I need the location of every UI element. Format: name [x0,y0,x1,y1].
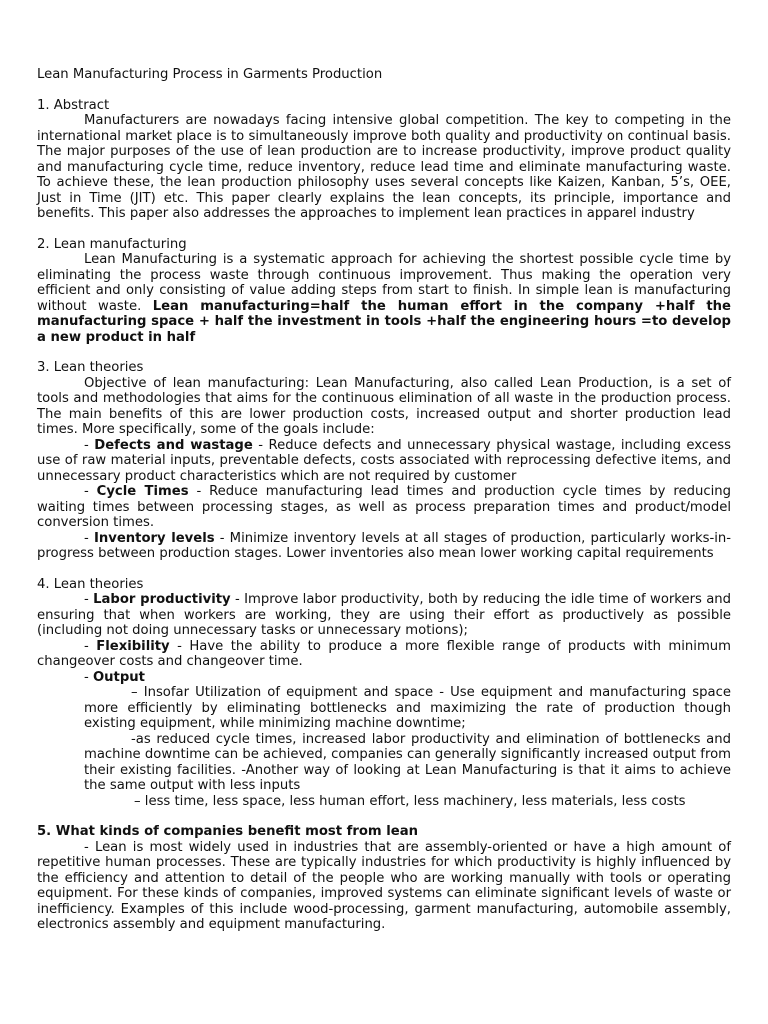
section-heading: 3. Lean theories [37,360,144,375]
section-paragraph: - Lean is most widely used in industries that are assembly-oriented or have a high amount of repetitive human processes. These are typically industries for which productivity is highly influenced by the efficiency and attention to detail of the people who are working manually with tools or operating equipment. For these kinds of companies, improved systems can eliminate significant levels of waste or inefficiency. Examples of this include wood-processing, garment manufacturing, automobile assembly, electronics assembly and equipment manufacturing. [37,839,731,932]
section-heading: 1. Abstract [37,97,110,113]
output-sub-paragraph: -as reduced cycle times, increased labor productivity and elimination of bottlenecks and machine downtime can be achieved, companies can generally significantly increased output from their existing facilities. -Another way of looking at Lean Manufacturing is that it aims to achieve the same output with less inputs [84,731,731,793]
list-item-dash: - [84,592,94,607]
section-heading: 4. Lean theories [37,576,144,592]
list-item-text: - Reduce defects and unnecessary physical wastage, including excess use of raw material inputs, preventable defects, costs associated with reprocessing defective items, and unnecessary product characteristics which are not required by customer [37,437,731,484]
section-lean-theories-1 [37,360,731,562]
list-item-text: - Improve labor productivity, both by reducing the idle time of workers and ensuring that when workers are working, they are using their effort as productively as possible (including not doing unnecessary tasks or unnecessary motions); [37,592,732,638]
list-item [37,592,731,639]
list-item-label: Output [92,669,145,685]
output-label-line [37,670,731,686]
list-item-dash: - [84,484,97,499]
paragraph-text: Lean Manufacturing is a systematic approach for achieving the shortest possible cycle time by eliminating the process waste through continuous improvement. Thus making the operation very efficient and only consisting of value adding steps from start to finish. In simple lean is manufacturing without waste. [37,252,731,314]
section-heading: 2. Lean manufacturing [37,236,187,252]
section-paragraph: Manufacturers are nowadays facing intensive global competition. The key to competing in the international market place is to simultaneously improve both quality and productivity on continual basis. The major purposes of the use of lean production are to increase productivity, improve product quality and manufacturing cycle time, reduce inventory, reduce lead time and eliminate manufacturing waste. To achieve these, the lean production philosophy uses several concepts like Kaizen, Kanban, 5’s, OEE, Just in Time (JIT) etc. This paper clearly explains the lean concepts, its principle, importance and benefits. This paper also addresses the approaches to implement lean practices in apparel industry [37,113,731,221]
section-lean-theories-2 [37,577,731,810]
section-heading: 5. What kinds of companies benefit most from lean [37,824,419,839]
list-item-label: Labor productivity [93,592,231,607]
document-title: Lean Manufacturing Process in Garments Production [37,67,383,82]
section-companies [37,824,731,933]
list-item-text: - Minimize inventory levels at all stages of production, particularly works-in-progress between production stages. Lower inventories also mean lower working capital requirements [37,530,731,561]
output-sub-paragraph: – less time, less space, less human effort, less machinery, less materials, less costs [134,793,686,809]
list-item-text: - Have the ability to produce a more flexible range of products with minimum changeover costs and changeover time. [37,638,731,669]
list-item-dash: - [84,638,97,654]
list-item [37,438,731,485]
list-item-label: Cycle Times [96,484,189,499]
list-item [37,484,731,531]
section-paragraph: Objective of lean manufacturing: Lean Manufacturing, also called Lean Production, is a set of tools and methodologies that aims for the continuous elimination of all waste in the production process. The main benefits of this are lower production costs, increased output and shorter production lead times. More specifically, some of the goals include: [37,375,731,437]
list-item-dash: - [84,669,93,685]
list-item-text: - Reduce manufacturing lead times and production cycle times by reducing waiting times between processing stages, as well as process preparation times and product/model conversion times. [37,484,731,530]
list-item-dash: - [84,530,94,546]
section-abstract [37,98,731,222]
list-item-dash: - [84,437,95,453]
list-item-label: Inventory levels [93,530,215,546]
output-sub-paragraph: – Insofar Utilization of equipment and space - Use equipment and manufacturing space more efficiently by eliminating bottlenecks and maximizing the rate of production though existing equipment, while minimizing machine downtime; [84,685,731,731]
list-item-label: Defects and wastage [94,437,253,453]
list-item-label: Flexibility [96,638,170,654]
list-item [37,531,731,562]
section-paragraph [37,252,731,345]
section-lean-manufacturing [37,237,731,346]
list-item [37,639,731,670]
emphasized-text: Lean manufacturing=half the human effort in the company +half the manufacturing space + half the investment in tools +half the engineering hours =to develop a new product in half [37,298,731,345]
